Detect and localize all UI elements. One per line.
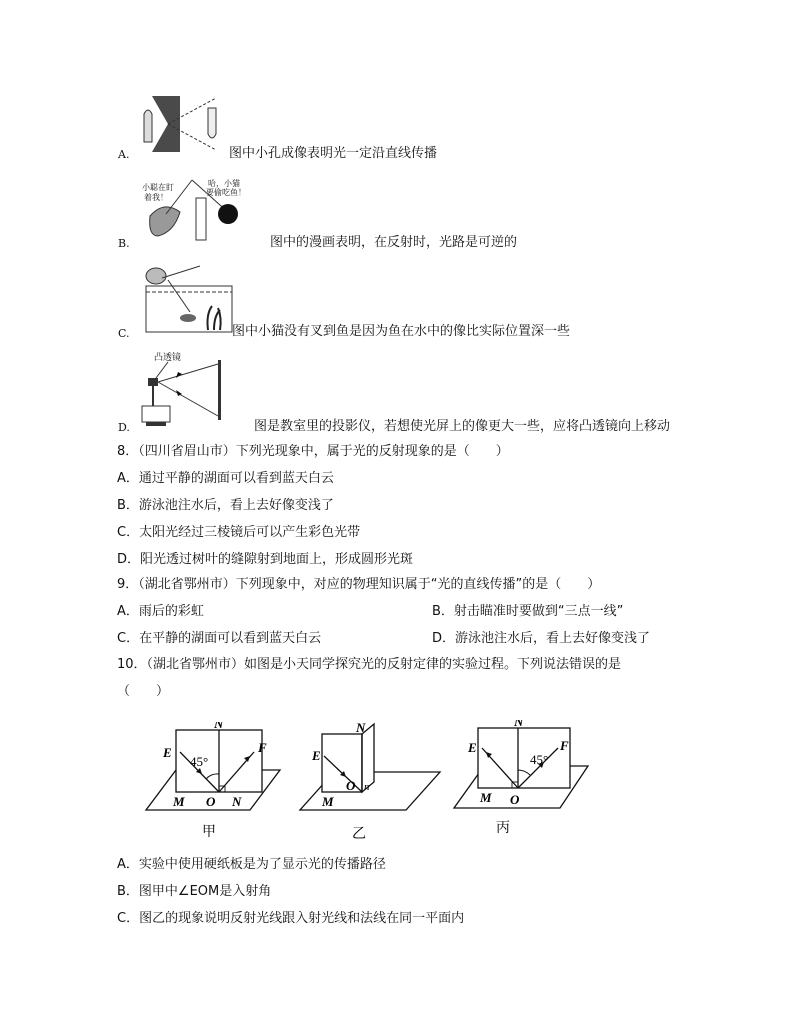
label-o: O: [206, 794, 216, 809]
caption-bing: 丙: [496, 821, 510, 836]
svg-text:着我！: 着我！: [144, 193, 168, 202]
svg-text:小聪在盯: 小聪在盯: [142, 183, 174, 192]
label-n2: N: [232, 794, 242, 809]
option-a-text: 图中小孔成像表明光一定沿直线传播: [229, 146, 438, 161]
caption-yi: 乙: [352, 827, 366, 842]
label-f: F: [560, 738, 569, 753]
label-m: M: [322, 794, 334, 809]
q8-option-d: D．阳光透过树叶的缝隙射到地面上，形成圆形光斑: [117, 552, 414, 567]
option-c-letter: C.: [118, 327, 130, 340]
label-e: E: [312, 748, 321, 763]
option-b-letter: B.: [118, 237, 130, 250]
option-d-letter: D.: [118, 421, 130, 434]
cartoon-figure: [138, 176, 244, 244]
q10-answer-paren: （ ）: [117, 684, 170, 699]
projector-figure: [138, 350, 248, 430]
label-angle: 45°: [190, 754, 209, 769]
svg-text:要偷吃鱼！: 要偷吃鱼！: [206, 188, 244, 197]
label-n: N: [356, 720, 366, 735]
q9-option-c: C．在平静的湖面可以看到蓝天白云: [117, 631, 322, 646]
figure-yi: [294, 716, 444, 846]
figure-jia: [140, 722, 290, 842]
q10-option-a: A．实验中使用硬纸板是为了显示光的传播路径: [117, 857, 386, 872]
label-e: E: [468, 740, 477, 755]
option-a-letter: A.: [118, 148, 130, 161]
label-o: O: [346, 778, 356, 793]
option-d-text: 图是教室里的投影仪，若想使光屏上的像更大一些，应将凸透镜向上移动: [254, 419, 671, 434]
label-n: N: [214, 722, 224, 731]
label-m: M: [173, 794, 185, 809]
q10-option-b: B．图甲中∠EOM是入射角: [117, 884, 272, 899]
q8-option-a: A．通过平静的湖面可以看到蓝天白云: [117, 471, 334, 486]
option-b-text: 图中的漫画表明，在反射时，光路是可逆的: [270, 235, 518, 250]
lens-label: 凸透镜: [154, 352, 182, 362]
q10-option-c: C．图乙的现象说明反射光线跟入射光线和法线在同一平面内: [117, 911, 465, 926]
cat-fishing-figure: [138, 262, 234, 334]
label-m: M: [480, 790, 492, 805]
pinhole-figure: [138, 94, 230, 156]
q8-option-b: B．游泳池注水后，看上去好像变浅了: [117, 498, 334, 513]
q9-option-b: B．射击瞄准时要做到“三点一线”: [432, 604, 624, 619]
q9-option-d: D．游泳池注水后，看上去好像变浅了: [432, 631, 651, 646]
option-c-text: 图中小猫没有叉到鱼是因为鱼在水中的像比实际位置深一些: [232, 324, 571, 339]
label-n: N: [514, 720, 524, 729]
figure-bing: [448, 720, 598, 842]
q9-stem: 9．（湖北省鄂州市）下列现象中，对应的物理知识属于“光的直线传播”的是（ ）: [117, 577, 601, 592]
label-f: F: [258, 740, 267, 755]
q9-option-a: A．雨后的彩虹: [117, 604, 204, 619]
label-o: O: [510, 792, 520, 807]
label-n-small: n: [364, 781, 370, 793]
q8-option-c: C．太阳光经过三棱镜后可以产生彩色光带: [117, 525, 361, 540]
label-angle: 45°: [530, 752, 549, 767]
label-e: E: [163, 745, 172, 760]
caption-jia: 甲: [202, 825, 216, 840]
q8-stem: 8．（四川省眉山市）下列光现象中，属于光的反射现象的是（ ）: [117, 444, 509, 459]
svg-text:哈，小猫: 哈，小猫: [208, 179, 240, 188]
q10-stem: 10．（湖北省鄂州市）如图是小天同学探究光的反射定律的实验过程。下列说法错误的是: [117, 657, 622, 672]
